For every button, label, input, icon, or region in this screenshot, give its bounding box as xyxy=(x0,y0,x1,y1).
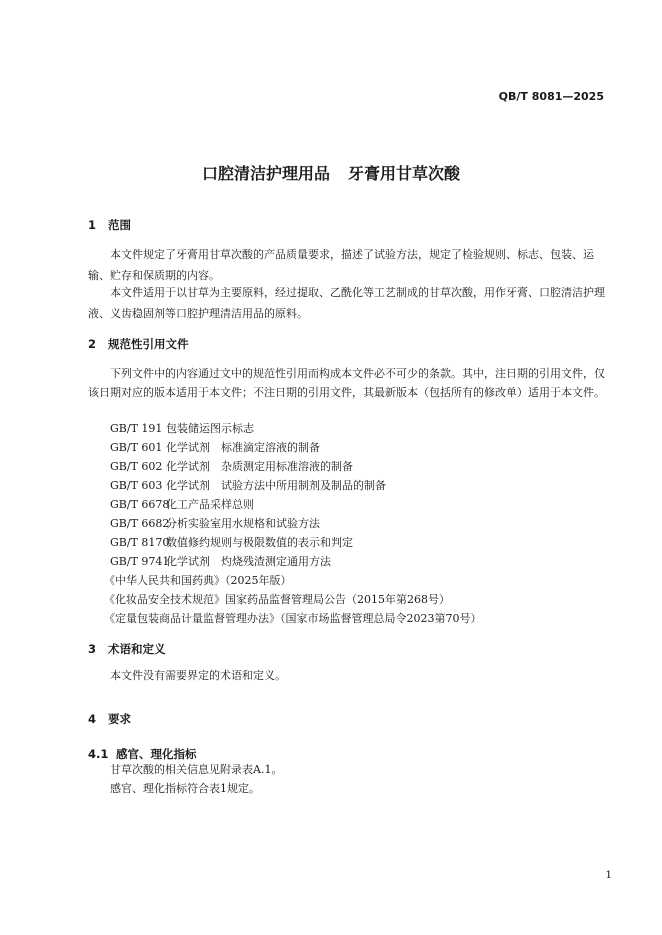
title-part-2: 牙膏用甘草次酸 xyxy=(348,164,461,183)
reference-item xyxy=(110,477,386,493)
scope-paragraph-1: 本文件规定了牙膏用甘草次酸的产品质量要求，描述了试验方法，规定了检验规则、标志、包装、运输、贮存和保质期的内容。 xyxy=(88,248,594,282)
reference-item xyxy=(110,515,320,531)
reference-item xyxy=(110,420,254,436)
reference-document: 《中华人民共和国药典》（2025年版） xyxy=(104,574,292,587)
reference-item xyxy=(110,439,320,455)
section-number: 2 xyxy=(88,337,97,351)
reference-code: GB/T 6682 xyxy=(110,517,170,530)
subsection-title: 感官、理化指标 xyxy=(116,747,197,761)
reference-item xyxy=(110,534,353,550)
scope-paragraph-2: 本文件适用于以甘草为主要原料，经过提取、乙酰化等工艺制成的甘草次酸，用作牙膏、口腔清洁护理液、义齿稳固剂等口腔护理清洁用品的原料。 xyxy=(88,286,605,320)
reference-code: GB/T 603 xyxy=(110,479,163,492)
title-part-1: 口腔清洁护理用品 xyxy=(201,164,330,183)
standard-number: QB/T 8081—2025 xyxy=(498,90,604,103)
section-number: 3 xyxy=(88,642,97,656)
reference-title: 化学试剂 标准滴定溶液的制备 xyxy=(166,441,320,454)
subsection-number: 4.1 xyxy=(88,747,109,761)
reference-document: 《化妆品安全技术规范》国家药品监督管理局公告（2015年第268号） xyxy=(104,593,450,606)
section-number: 1 xyxy=(88,218,97,232)
reference-item xyxy=(110,553,331,569)
reference-title: 化工产品采样总则 xyxy=(166,498,254,511)
reference-item xyxy=(110,496,254,512)
reference-code: GB/T 6678 xyxy=(110,498,170,511)
section-title: 规范性引用文件 xyxy=(108,337,189,351)
references-intro: 下列文件中的内容通过文中的规范性引用而构成本文件必不可少的条款。其中，注日期的引用文件，仅该日期对应的版本适用于本文件；不注日期的引用文件，其最新版本（包括所有的修改单）适用于本文件。 xyxy=(88,367,605,399)
reference-document: 《定量包装商品计量监督管理办法》（国家市场监督管理总局令2023第70号） xyxy=(104,612,482,625)
document-title xyxy=(0,161,662,184)
section-title: 术语和定义 xyxy=(108,642,166,656)
reference-code: GB/T 9741 xyxy=(110,555,170,568)
reference-code: GB/T 191 xyxy=(110,422,163,435)
terms-paragraph: 本文件没有需要界定的术语和定义。 xyxy=(110,669,286,682)
reference-title: 化学试剂 灼烧残渣测定通用方法 xyxy=(166,555,331,568)
section-title: 范围 xyxy=(108,218,131,232)
reference-title: 化学试剂 试验方法中所用制剂及制品的制备 xyxy=(166,479,386,492)
reference-title: 包装储运图示标志 xyxy=(166,422,254,435)
section-number: 4 xyxy=(88,712,97,726)
requirement-line: 甘草次酸的相关信息见附录表A.1。 xyxy=(110,763,283,776)
reference-code: GB/T 602 xyxy=(110,460,163,473)
section-1-heading xyxy=(88,217,131,233)
page-number: 1 xyxy=(605,869,612,881)
section-2-heading xyxy=(88,336,189,352)
reference-item xyxy=(110,458,353,474)
requirement-line: 感官、理化指标符合表1规定。 xyxy=(110,782,260,795)
section-4-heading xyxy=(88,711,131,727)
reference-title: 分析实验室用水规格和试验方法 xyxy=(166,517,320,530)
reference-title: 数值修约规则与极限数值的表示和判定 xyxy=(166,536,353,549)
reference-title: 化学试剂 杂质测定用标准溶液的制备 xyxy=(166,460,353,473)
reference-code: GB/T 8170 xyxy=(110,536,170,549)
reference-code: GB/T 601 xyxy=(110,441,163,454)
section-3-heading xyxy=(88,641,166,657)
section-title: 要求 xyxy=(108,712,131,726)
